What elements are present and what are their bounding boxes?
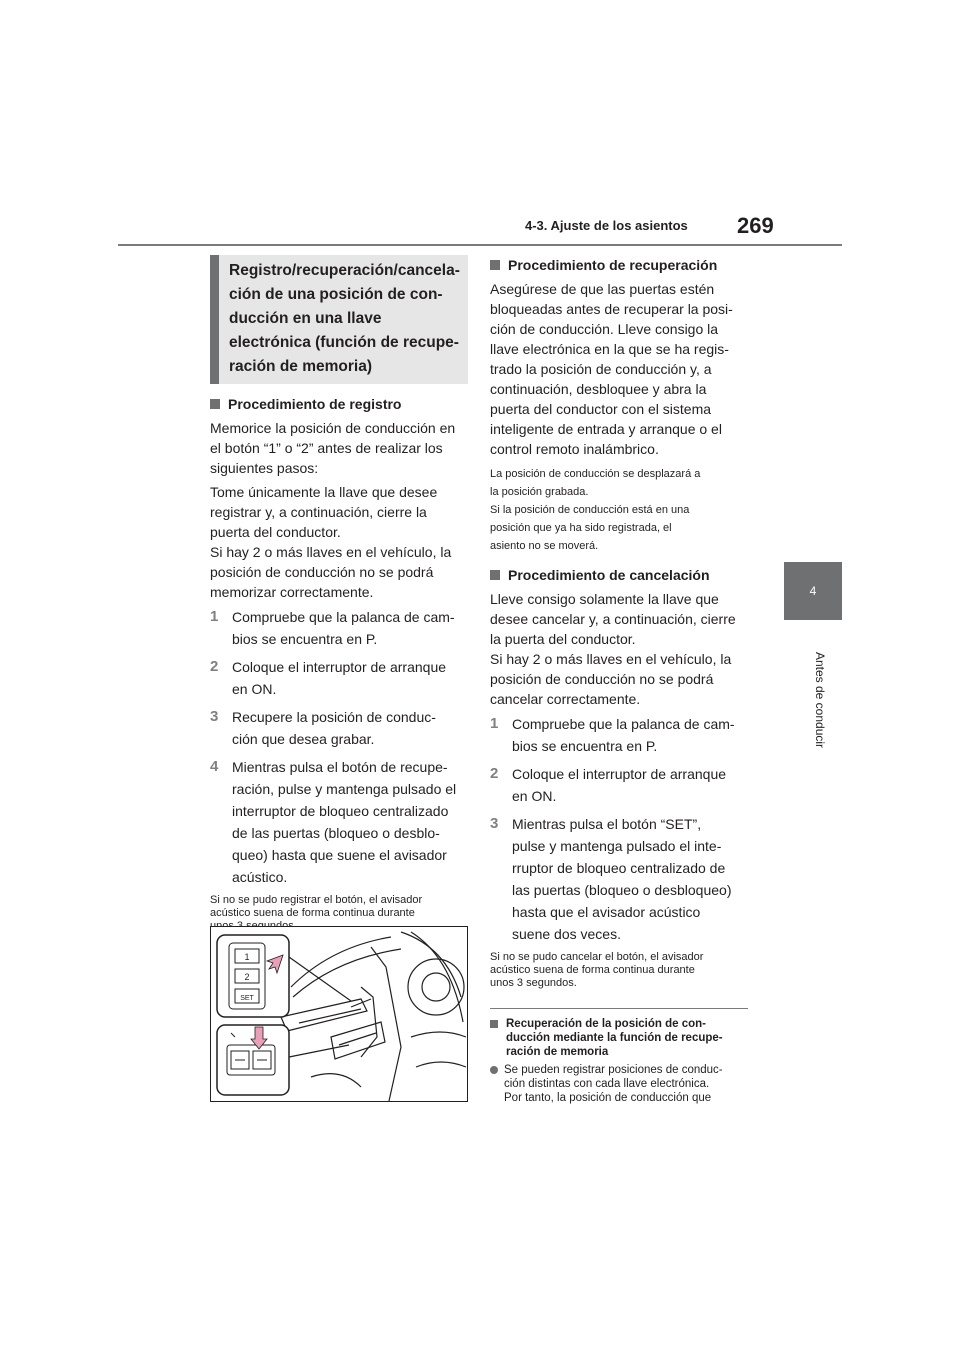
door-lock-switch-inset (217, 1025, 289, 1095)
step-number: 2 (490, 765, 499, 782)
memory-buttons-inset (217, 935, 289, 1017)
memory-button-1-label: 1 (244, 952, 250, 962)
cancel-heading (490, 565, 748, 585)
step-text: Coloque el interruptor de arranque en ON. (512, 766, 727, 804)
step-text: Recupere la posición de conduc- ción que desea grabar. (232, 709, 436, 747)
cancel-note: Si no se pudo cancelar el botón, el avisador acústico suena de forma continua durante unos 3 segundos. (490, 951, 704, 989)
section-title-box (210, 255, 468, 384)
register-key-text: Tome únicamente la llave que desee registrar y, a continuación, cierre la puerta del conductor. Si hay 2 o más llaves en el vehículo, la posición de conducción no se podrá memorizar correctamente. (210, 484, 452, 600)
square-bullet-icon (490, 570, 500, 580)
door-panel-drawing (211, 927, 467, 1101)
recall-text: Asegúrese de que las puertas estén bloqueadas antes de recuperar la posi- ción de conducción. Lleve consigo la llave electrónica en la que se ha regis- trado la posición de conducción y, a continuación, desbloquee y abra la puerta del conductor con el sistema inteligente de entrada y arranque o el control remoto inalámbrico. (490, 281, 733, 457)
chapter-number: 4 (809, 584, 817, 598)
square-bullet-icon (490, 260, 500, 270)
register-note: Si no se pudo registrar el botón, el avisador acústico suena de forma continua durante (210, 894, 423, 919)
register-step (210, 606, 468, 650)
set-button-label: SET (240, 995, 254, 1002)
cancel-step (490, 713, 748, 757)
cancel-text: Lleve consigo solamente la llave que desee cancelar y, a continuación, cierre la puerta del conductor. Si hay 2 o más llaves en el vehículo, la posición de conducción no se podrá cancelar correctamente. (490, 591, 736, 707)
left-column (210, 255, 468, 937)
register-step (210, 756, 468, 888)
recall-heading-text: Procedimiento de recuperación (508, 257, 718, 273)
step-text: Compruebe que la palanca de cam- bios se encuentra en P. (512, 716, 735, 754)
register-heading-text: Procedimiento de registro (228, 396, 402, 412)
square-bullet-icon (490, 1020, 498, 1028)
chapter-tab (784, 562, 842, 620)
recall-heading (490, 255, 748, 275)
recall-note: La posición de conducción se desplazará a la posición grabada. Si la posición de conducción está en una posición que ya ha sido registrada, el asiento no se moverá. (490, 468, 701, 552)
step-text: Mientras pulsa el botón de recupe- ración, pulse y mantenga pulsado el interruptor de bloqueo centralizado de las puertas (bloqueo o desblo- queo) hasta que suene el avisador acústico. (232, 759, 457, 885)
memory-recall-item-text: Se pueden registrar posiciones de conduc- ción distintas con cada llave electrónica. Por tanto, la posición de conducción que (504, 1064, 723, 1104)
register-step (210, 656, 468, 700)
step-text: Compruebe que la palanca de cam- bios se encuentra en P. (232, 609, 455, 647)
step-number: 1 (210, 608, 219, 625)
step-text: Coloque el interruptor de arranque en ON. (232, 659, 447, 697)
chapter-label: Antes de conducir (813, 651, 827, 749)
step-number: 3 (490, 815, 499, 832)
register-intro: Memorice la posición de conducción en el botón “1” o “2” antes de realizar los siguientes pasos: (210, 420, 456, 476)
page-number: 269 (737, 213, 774, 238)
step-number: 4 (210, 758, 219, 775)
right-column (490, 255, 748, 1105)
register-heading (210, 394, 468, 414)
cancel-step (490, 763, 748, 807)
header-divider (118, 244, 842, 246)
step-number: 1 (490, 715, 499, 732)
memory-recall-item (490, 1063, 748, 1105)
cancel-heading-text: Procedimiento de cancelación (508, 567, 710, 583)
memory-button-2-label: 2 (244, 972, 250, 982)
notes-divider (490, 1008, 748, 1009)
door-switch-illustration (210, 926, 468, 1102)
step-number: 3 (210, 708, 219, 725)
section-title: Registro/recuperación/cancela- ción de una posición de con- ducción en una llave electrónica (función de recupe- ración de memoria) (229, 262, 460, 375)
step-number: 2 (210, 658, 219, 675)
running-header-section: 4-3. Ajuste de los asientos (525, 218, 688, 233)
square-bullet-icon (210, 399, 220, 409)
register-step (210, 706, 468, 750)
cancel-step (490, 813, 748, 945)
memory-recall-heading-text: Recuperación de la posición de con- ducción mediante la función de recupe- ración de memoria (506, 1018, 723, 1058)
step-text: Mientras pulsa el botón “SET”, pulse y mantenga pulsado el inte- rruptor de bloqueo centralizado de las puertas (bloqueo o desbloqueo) hasta que el avisador acústico suene dos veces. (512, 816, 732, 942)
round-bullet-icon (490, 1066, 498, 1074)
memory-recall-heading (490, 1017, 748, 1059)
